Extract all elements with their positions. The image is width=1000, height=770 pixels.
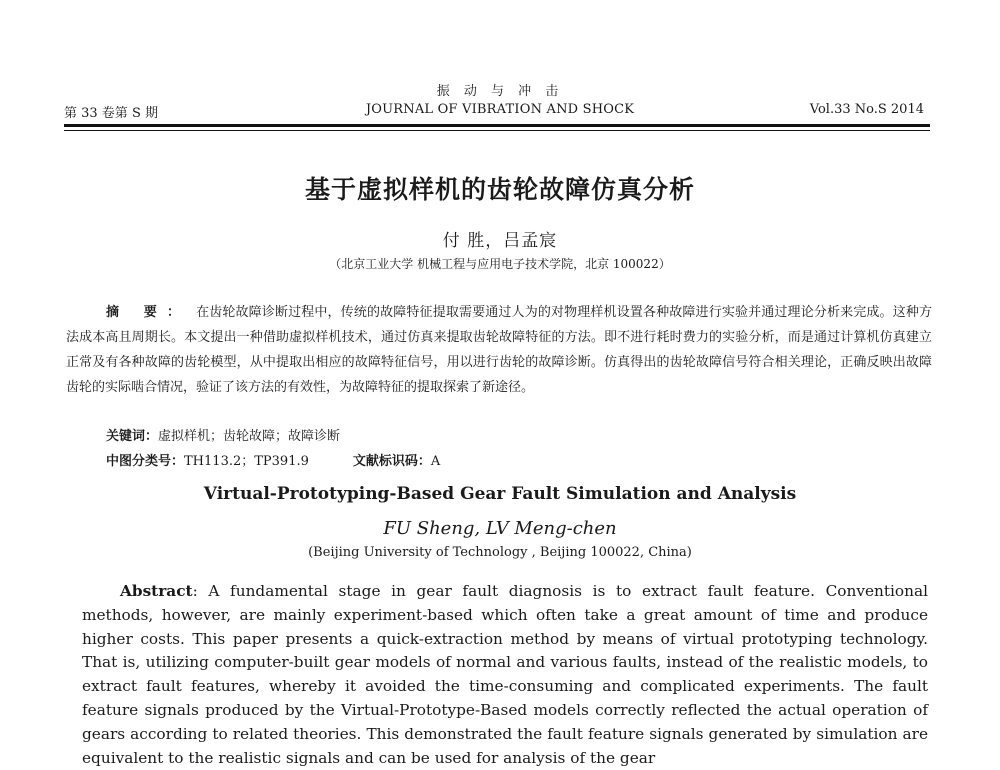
journal-title-en: JOURNAL OF VIBRATION AND SHOCK bbox=[365, 102, 635, 117]
keywords-label-cn: 关键词： bbox=[106, 429, 159, 444]
volume-issue-en: Vol.33 No.S 2014 bbox=[809, 102, 924, 117]
abstract-label-cn: 摘 要： bbox=[106, 305, 191, 320]
keywords-cn bbox=[106, 425, 340, 444]
doc-code-cn: A bbox=[430, 454, 441, 469]
abstract-cn bbox=[66, 300, 932, 400]
paper-title-cn: 基于虚拟样机的齿轮故障仿真分析 bbox=[304, 175, 695, 204]
abstract-label-en: Abstract bbox=[120, 582, 193, 600]
doc-code-label-cn: 文献标识码： bbox=[352, 454, 431, 469]
affiliation-cn: （北京工业大学 机械工程与应用电子技术学院，北京 100022） bbox=[329, 257, 671, 271]
authors-cn: 付 胜，吕孟宸 bbox=[442, 231, 558, 251]
abstract-text-cn: 在齿轮故障诊断过程中，传统的故障特征提取需要通过人为的对物理样机设置各种故障进行实验并通过理论分析来完成。这种方法成本高且周期长。本文提出一种借助虚拟样机技术，通过仿真来提取齿轮故障特征的方法。即不进行耗时费力的实验分析，而是通过计算机仿真建立正常及有各种故障的齿轮模型，从中提取出相应的故障特征信号，用以进行齿轮的故障诊断。仿真得出的齿轮故障信号符合相关理论，正确反映出故障齿轮的实际啮合情况，验证了该方法的有效性，为故障特征的提取探索了新途径。 bbox=[66, 305, 932, 395]
header-rule-thick bbox=[64, 124, 930, 127]
header-rule-thin bbox=[64, 130, 930, 131]
abstract-en bbox=[82, 580, 928, 770]
volume-issue-cn: 第 33 卷第 S 期 bbox=[64, 106, 158, 121]
keywords-text-cn: 虚拟样机；齿轮故障；故障诊断 bbox=[158, 429, 341, 444]
abstract-text-en: : A fundamental stage in gear fault diagnosis is to extract fault feature. Conventional methods, however, are mainly experiment-based which often take a great amount of time and produce higher costs. This paper presents a quick-extraction method by means of virtual prototyping technology. That is, utilizing computer-built gear models of normal and various faults, instead of the realistic models, to extract fault features, whereby it avoided the time-consuming and complicated experiments. The fault feature signals produced by the Virtual-Prototype-Based models correctly reflected the actual operation of gears according to related theories. This demonstrated the fault feature signals generated by simulation are equivalent to the realistic signals and can be used for analysis of the gear bbox=[82, 582, 928, 767]
classification-cn bbox=[106, 450, 440, 469]
paper-title-en: Virtual-Prototyping-Based Gear Fault Simulation and Analysis bbox=[203, 484, 797, 504]
authors-en: FU Sheng, LV Meng-chen bbox=[383, 518, 617, 539]
journal-title-cn: 振 动 与 冲 击 bbox=[436, 84, 564, 99]
affiliation-en: (Beijing University of Technology , Beijing 100022, China) bbox=[308, 545, 692, 560]
classification-text-cn: TH113.2；TP391.9 bbox=[184, 454, 309, 469]
classification-label-cn: 中图分类号： bbox=[106, 454, 185, 469]
